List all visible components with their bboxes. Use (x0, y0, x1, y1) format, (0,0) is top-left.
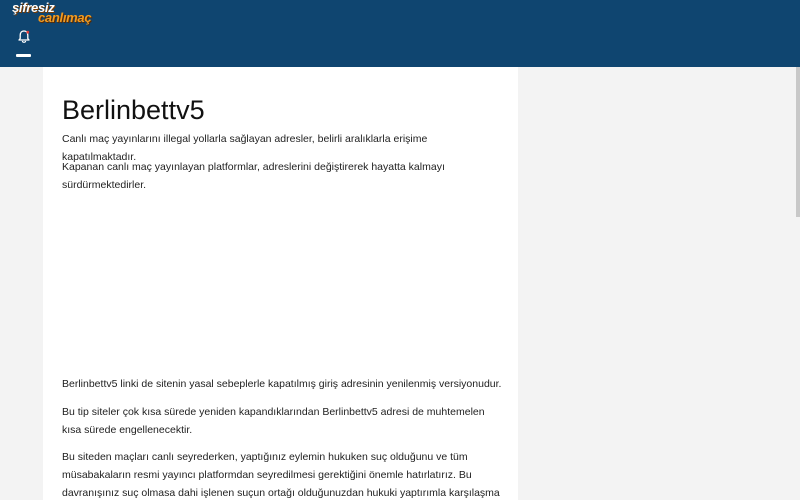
article-card (43, 67, 518, 500)
article-paragraph-5: Bu siteden maçları canlı seyrederken, yaptığınız eylemin hukuken suç olduğunu ve tüm müsabakaların resmi yayıncı platformdan seyredilmesi gerektiğini önemle hatırlatırız. Bu davranışınız suç olmasa dahi işlenen suçun ortağı olduğunuzdan hukuki yaptırımla karşılaşma (62, 451, 500, 499)
article-paragraph-1: Canlı maç yayınlarını illegal yollarla sağlayan adresler, belirli aralıklarla erişime kapatılmaktadır. (62, 133, 428, 163)
article-paragraph-2: Kapanan canlı maç yayınlayan platformlar, adreslerini değiştirerek hayatta kalmayı sürdürmektedirler. (62, 161, 445, 191)
article-paragraph-4: Bu tip siteler çok kısa sürede yeniden kapandıklarından Berlinbettv5 adresi de muhtemelen kısa sürede engellenecektir. (62, 406, 485, 436)
logo-text-line2: canlımaç (38, 10, 92, 25)
article-paragraph-3: Berlinbettv5 linki de sitenin yasal sebeplerle kapatılmış giriş adresinin yenilenmiş versiyonudur. (62, 378, 502, 390)
top-navigation-bar (0, 0, 800, 67)
page-scrollbar[interactable] (796, 67, 800, 217)
hamburger-icon[interactable] (16, 54, 31, 57)
bell-icon[interactable] (16, 29, 32, 45)
page-title: Berlinbettv5 (62, 95, 205, 125)
logo-text-line1: şifresiz (12, 0, 55, 15)
site-logo[interactable] (12, 1, 91, 25)
